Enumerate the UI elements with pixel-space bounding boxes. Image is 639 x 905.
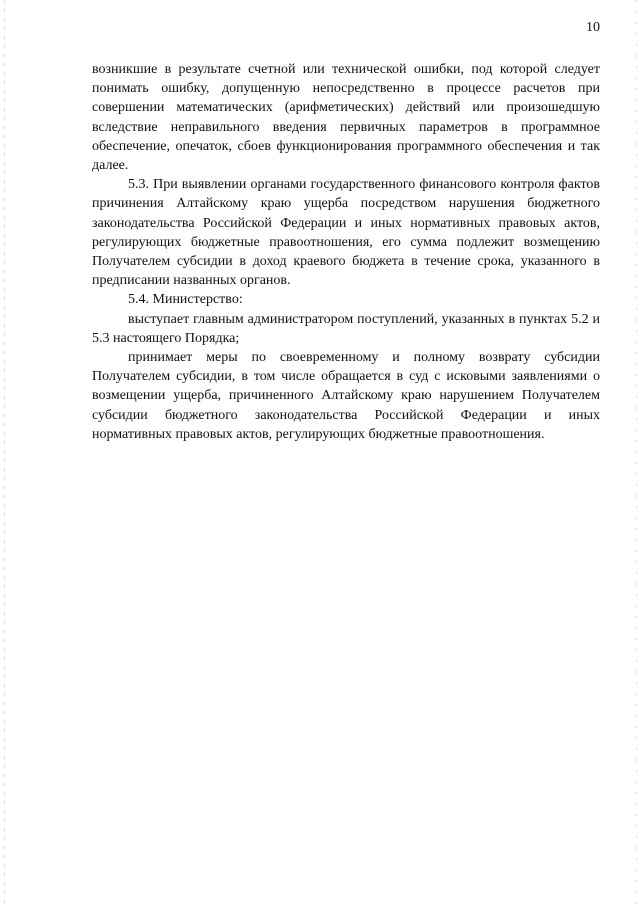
document-body: [92, 60, 600, 444]
scan-edge-left: [4, 0, 5, 905]
paragraph-5-4-item-2: принимает меры по своевременному и полному возврату субсидии Получателем субсидии, в том числе обращается в суд с исковыми заявлениями о возмещении ущерба, причиненного Алтайскому краю нарушением Получателем субсидии бюджетного законодательства Российской Федерации и иных нормативных правовых актов, регулирующих бюджетные правоотношения.: [92, 350, 600, 442]
paragraph-continuation: возникшие в результате счетной или технической ошибки, под которой следует понимать ошибку, допущенную непосредственно в процессе расчетов при совершении математических (арифметических) действий или произошедшую вследствие неправильного введения первичных параметров в программное обеспечение, опечаток, сбоев функционирования программного обеспечения и так далее.: [92, 62, 600, 174]
paragraph-5-3: 5.3. При выявлении органами государственного финансового контроля фактов причинения Алтайскому краю ущерба посредством нарушения бюджетного законодательства Российской Федерации и иных нормативных правовых актов, регулирующих бюджетные правоотношения, его сумма подлежит возмещению Получателем субсидии в доход краевого бюджета в течение срока, указанного в предписании названных органов.: [92, 177, 600, 289]
paragraph-5-4-item-1: выступает главным администратором поступлений, указанных в пунктах 5.2 и 5.3 настоящего Порядка;: [92, 311, 600, 346]
paragraph-5-4: 5.4. Министерство:: [128, 292, 243, 308]
scan-edge-right: [636, 0, 637, 905]
page-number: 10: [586, 20, 600, 35]
